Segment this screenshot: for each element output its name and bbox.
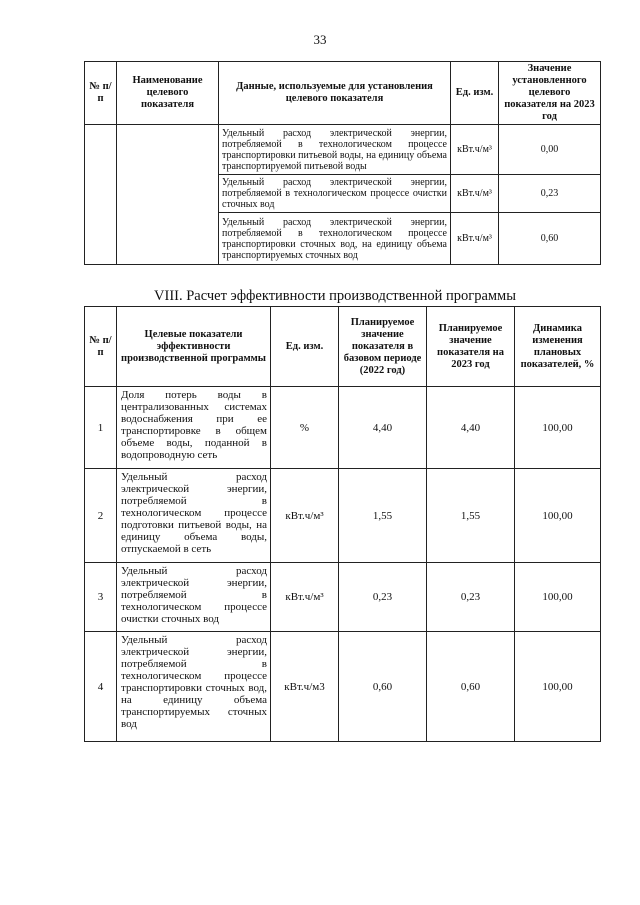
base-cell: 0,60 — [339, 632, 427, 742]
plan-cell: 0,23 — [427, 563, 515, 632]
header-dynamics: Динамика изменения плановых показателей, % — [515, 307, 601, 387]
header-unit: Ед. изм. — [271, 307, 339, 387]
unit-cell: кВт.ч/м³ — [451, 175, 499, 213]
header-base: Планируемое значение показателя в базовом периоде (2022 год) — [339, 307, 427, 387]
indicator-cell: Удельный расход электрической энергии, потребляемой в технологическом процессе очистки сточных вод — [117, 563, 271, 632]
plan-cell: 4,40 — [427, 387, 515, 469]
efficiency-table — [84, 306, 601, 742]
base-cell: 0,23 — [339, 563, 427, 632]
table-row — [85, 632, 601, 742]
value-cell: 0,23 — [499, 175, 601, 213]
header-value: Значение установленного целевого показателя на 2023 год — [499, 62, 601, 125]
table-row — [85, 125, 601, 175]
header-name: Наименование целевого показателя — [117, 62, 219, 125]
base-cell: 1,55 — [339, 469, 427, 563]
data-cell: Удельный расход электрической энергии, потребляемой в технологическом процессе транспортировки питьевой воды, на единицу объема транспортируемой питьевой воды — [219, 125, 451, 175]
section-title: VIII. Расчет эффективности производственной программы — [154, 288, 516, 304]
unit-cell: кВт.ч/м3 — [271, 632, 339, 742]
value-cell: 0,60 — [499, 213, 601, 265]
header-num: № п/п — [85, 62, 117, 125]
dynamics-cell: 100,00 — [515, 387, 601, 469]
plan-cell: 1,55 — [427, 469, 515, 563]
plan-cell: 0,60 — [427, 632, 515, 742]
header-indicator: Целевые показатели эффективности производственной программы — [117, 307, 271, 387]
num-cell: 3 — [85, 563, 117, 632]
dynamics-cell: 100,00 — [515, 632, 601, 742]
dynamics-cell: 100,00 — [515, 563, 601, 632]
unit-cell: кВт.ч/м³ — [271, 469, 339, 563]
indicator-cell: Доля потерь воды в централизованных системах водоснабжения при ее транспортировке в общем объеме воды, поданной в водопроводную сеть — [117, 387, 271, 469]
num-cell — [85, 125, 117, 265]
header-num: № п/п — [85, 307, 117, 387]
header-data: Данные, используемые для установления целевого показателя — [219, 62, 451, 125]
unit-cell: кВт.ч/м³ — [451, 213, 499, 265]
table-header-row — [85, 62, 601, 125]
num-cell: 4 — [85, 632, 117, 742]
data-cell: Удельный расход электрической энергии, потребляемой в технологическом процессе транспортировки сточных вод, на единицу объема транспортируемых сточных вод — [219, 213, 451, 265]
table-header-row — [85, 307, 601, 387]
base-cell: 4,40 — [339, 387, 427, 469]
num-cell: 2 — [85, 469, 117, 563]
indicator-cell: Удельный расход электрической энергии, потребляемой в технологическом процессе подготовки питьевой воды, на единицу объема воды, отпускаемой в сеть — [117, 469, 271, 563]
name-cell — [117, 125, 219, 265]
table-row — [85, 563, 601, 632]
target-indicators-table — [84, 61, 601, 265]
page-number: 33 — [313, 32, 327, 47]
unit-cell: кВт.ч/м³ — [271, 563, 339, 632]
indicator-cell: Удельный расход электрической энергии, потребляемой в технологическом процессе транспортировки сточных вод, на единицу объема транспортируемых сточных вод — [117, 632, 271, 742]
dynamics-cell: 100,00 — [515, 469, 601, 563]
table-row — [85, 469, 601, 563]
data-cell: Удельный расход электрической энергии, потребляемой в технологическом процессе очистки сточных вод — [219, 175, 451, 213]
unit-cell: % — [271, 387, 339, 469]
header-unit: Ед. изм. — [451, 62, 499, 125]
num-cell: 1 — [85, 387, 117, 469]
table-row — [85, 387, 601, 469]
unit-cell: кВт.ч/м³ — [451, 125, 499, 175]
header-plan: Планируемое значение показателя на 2023 год — [427, 307, 515, 387]
value-cell: 0,00 — [499, 125, 601, 175]
